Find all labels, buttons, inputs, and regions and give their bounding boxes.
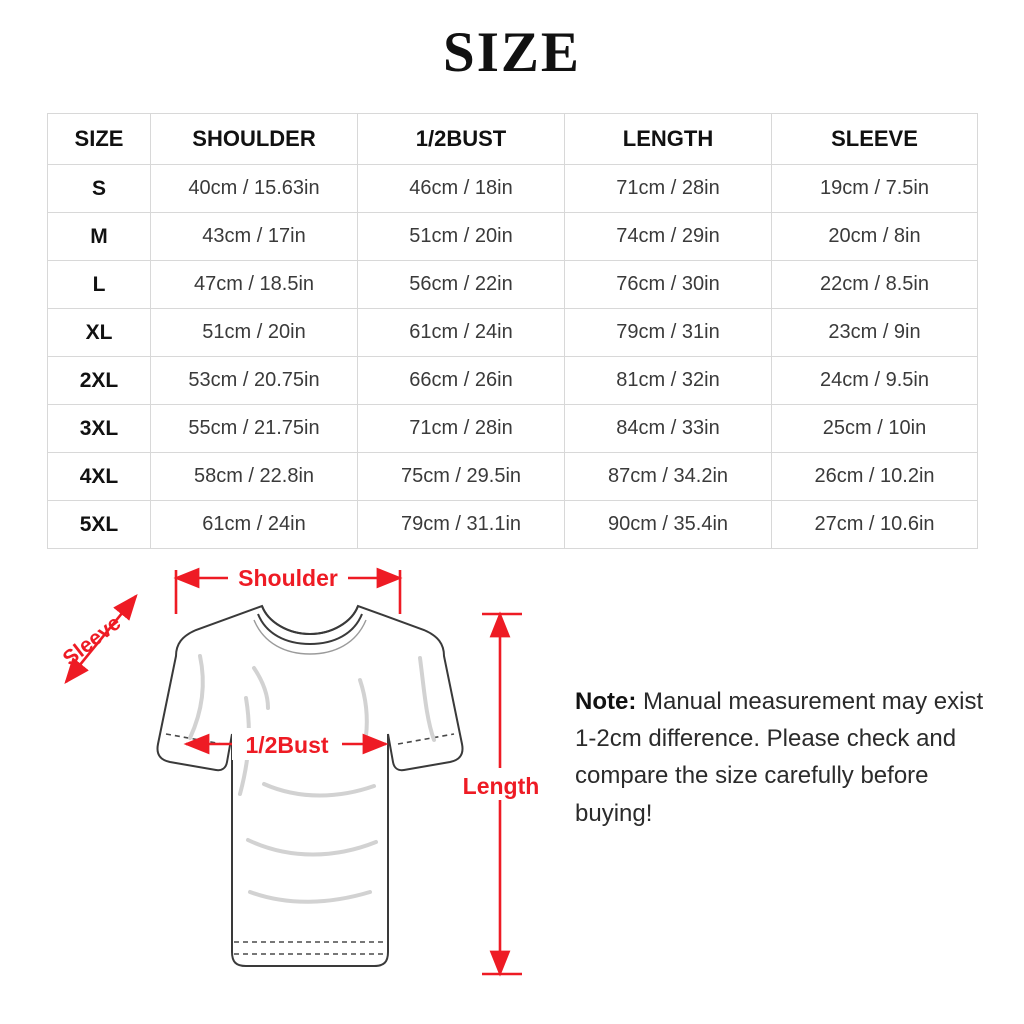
table-row — [48, 405, 978, 453]
cell-bust: 75cm / 29.5in — [358, 453, 565, 501]
label-length: Length — [462, 773, 540, 799]
table-row — [48, 309, 978, 357]
cell-sleeve: 25cm / 10in — [772, 405, 978, 453]
cell-length: 87cm / 34.2in — [565, 453, 772, 501]
cell-length: 76cm / 30in — [565, 261, 772, 309]
label-bust: 1/2Bust — [245, 732, 329, 758]
page-title: SIZE — [443, 21, 581, 84]
column-header-shoulder: SHOULDER — [151, 114, 358, 165]
cell-length: 71cm / 28in — [565, 165, 772, 213]
table-row — [48, 213, 978, 261]
cell-shoulder: 58cm / 22.8in — [151, 453, 358, 501]
cell-shoulder: 55cm / 21.75in — [151, 405, 358, 453]
table-row — [48, 501, 978, 549]
cell-size: 4XL — [48, 453, 151, 501]
cell-bust: 51cm / 20in — [358, 213, 565, 261]
cell-length: 81cm / 32in — [565, 357, 772, 405]
label-shoulder: Shoulder — [238, 565, 338, 591]
cell-size: 2XL — [48, 357, 151, 405]
cell-length: 84cm / 33in — [565, 405, 772, 453]
cell-sleeve: 23cm / 9in — [772, 309, 978, 357]
table-row — [48, 357, 978, 405]
cell-size: M — [48, 213, 151, 261]
cell-sleeve: 24cm / 9.5in — [772, 357, 978, 405]
cell-bust: 71cm / 28in — [358, 405, 565, 453]
table-row — [48, 453, 978, 501]
cell-shoulder: 43cm / 17in — [151, 213, 358, 261]
cell-size: 3XL — [48, 405, 151, 453]
cell-bust: 66cm / 26in — [358, 357, 565, 405]
column-header-size: SIZE — [48, 114, 151, 165]
cell-length: 90cm / 35.4in — [565, 501, 772, 549]
note-label: Note: — [575, 688, 637, 715]
cell-shoulder: 40cm / 15.63in — [151, 165, 358, 213]
note-block — [575, 683, 995, 832]
label-sleeve: Sleeve — [58, 611, 126, 671]
table-header — [48, 114, 978, 165]
column-header-length: LENGTH — [565, 114, 772, 165]
table-header-row — [48, 114, 978, 165]
column-header-bust: 1/2BUST — [358, 114, 565, 165]
cell-bust: 61cm / 24in — [358, 309, 565, 357]
cell-sleeve: 22cm / 8.5in — [772, 261, 978, 309]
size-table — [47, 113, 978, 549]
cell-sleeve: 20cm / 8in — [772, 213, 978, 261]
table-row — [48, 261, 978, 309]
cell-size: 5XL — [48, 501, 151, 549]
table-body — [48, 165, 978, 549]
cell-bust: 79cm / 31.1in — [358, 501, 565, 549]
cell-sleeve: 19cm / 7.5in — [772, 165, 978, 213]
note-text: Manual measurement may exist 1-2cm difference. Please check and compare the size carefully before buying! — [575, 688, 984, 827]
cell-bust: 56cm / 22in — [358, 261, 565, 309]
size-table-container — [47, 113, 977, 549]
cell-bust: 46cm / 18in — [358, 165, 565, 213]
table-row — [48, 165, 978, 213]
cell-shoulder: 53cm / 20.75in — [151, 357, 358, 405]
cell-length: 74cm / 29in — [565, 213, 772, 261]
cell-shoulder: 61cm / 24in — [151, 501, 358, 549]
cell-length: 79cm / 31in — [565, 309, 772, 357]
cell-shoulder: 47cm / 18.5in — [151, 261, 358, 309]
cell-size: S — [48, 165, 151, 213]
cell-sleeve: 26cm / 10.2in — [772, 453, 978, 501]
tshirt-illustration — [158, 606, 463, 966]
cell-size: L — [48, 261, 151, 309]
column-header-sleeve: SLEEVE — [772, 114, 978, 165]
cell-size: XL — [48, 309, 151, 357]
cell-sleeve: 27cm / 10.6in — [772, 501, 978, 549]
cell-shoulder: 51cm / 20in — [151, 309, 358, 357]
